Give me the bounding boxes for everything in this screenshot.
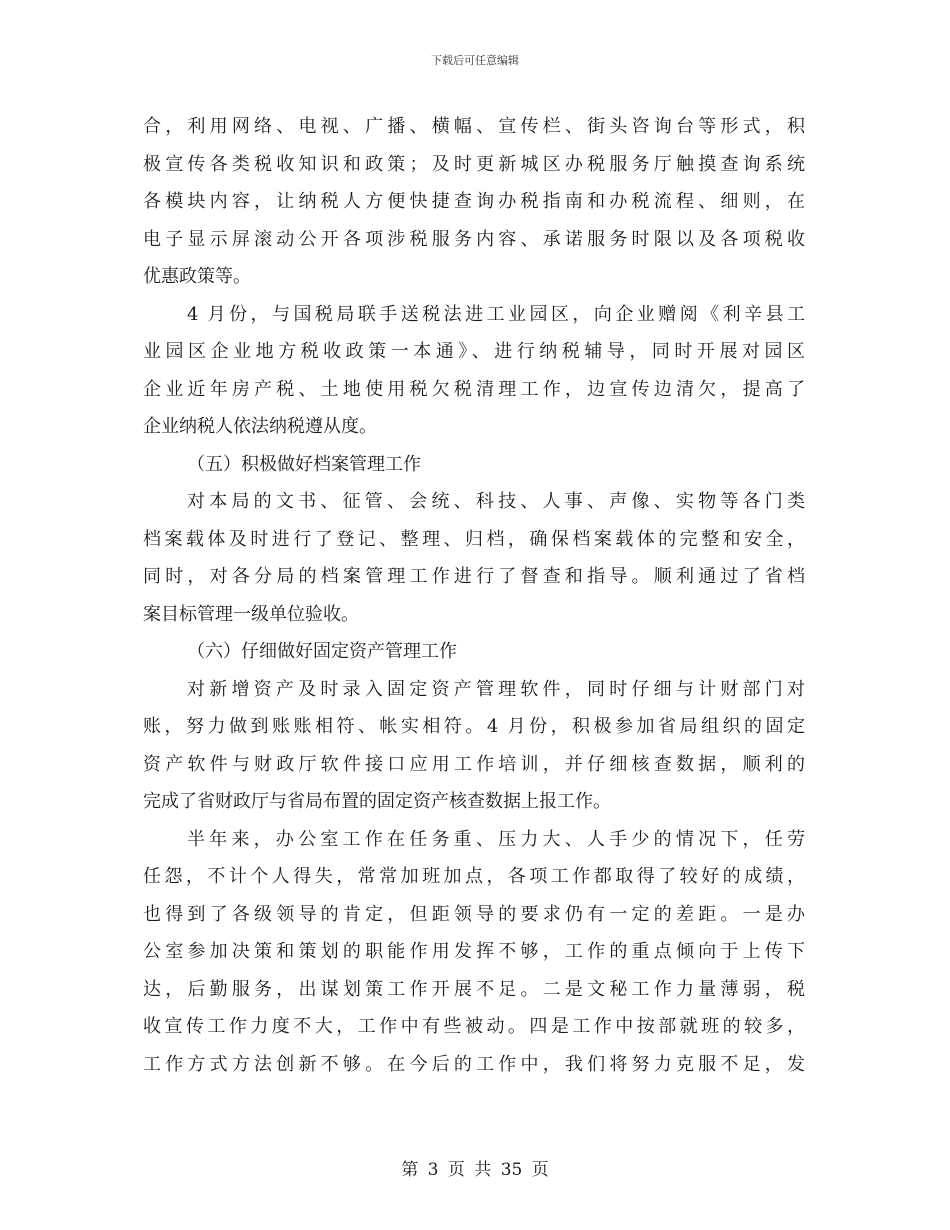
text-line: 案目标管理一级单位验收。 xyxy=(143,603,359,625)
text-line: 优惠政策等。 xyxy=(143,266,251,287)
text-line: 极宣传各类税收知识和政策；及时更新城区办税服务厅触摸查询系统 xyxy=(143,153,805,175)
text-line: 同时，对各分局的档案管理工作进行了督查和指导。顺利通过了省档 xyxy=(143,566,805,587)
text-line: 工作方式方法创新不够。在今后的工作中，我们将努力克服不足，发 xyxy=(143,1053,805,1075)
text-line: 电子显示屏滚动公开各项涉税服务内容、承诺服务时限以及各项税收 xyxy=(143,228,805,250)
text-line: 账，努力做到账账相符、帐实相符。4 月份，积极参加省局组织的固定 xyxy=(143,716,805,737)
text-line: 任怨，不计个人得失，常常加班加点，各项工作都取得了较好的成绩， xyxy=(143,866,805,887)
text-line: 达，后勤服务，出谋划策工作开展不足。二是文秘工作力量薄弱，税 xyxy=(143,978,805,1000)
paragraph xyxy=(143,671,805,821)
text-line: 档案载体及时进行了登记、整理、归档，确保档案载体的完整和安全， xyxy=(143,528,805,550)
paragraph xyxy=(143,821,805,1084)
text-line: 资产软件与财政厅软件接口应用工作培训，并仔细核查数据，顺利的 xyxy=(143,753,805,775)
text-line: 对本局的文书、征管、会统、科技、人事、声像、实物等各门类 xyxy=(187,491,805,512)
paragraph xyxy=(143,296,805,446)
section-heading: （六）仔细做好固定资产管理工作 xyxy=(187,641,457,662)
text-line: 也得到了各级领导的肯定，但距领导的要求仍有一定的差距。一是办 xyxy=(143,903,805,925)
text-line: 公室参加决策和策划的职能作用发挥不够，工作的重点倾向于上传下 xyxy=(143,941,805,962)
text-line: 对新增资产及时录入固定资产管理软件，同时仔细与计财部门对 xyxy=(187,678,805,700)
text-line: 收宣传工作力度不大，工作中有些被动。四是工作中按部就班的较多， xyxy=(143,1016,805,1037)
text-line: 企业纳税人依法纳税遵从度。 xyxy=(143,416,377,437)
paragraph xyxy=(143,483,805,633)
page-header: 下载后可任意编辑 xyxy=(431,54,519,67)
text-line: 各模块内容，让纳税人方便快捷查询办税指南和办税流程、细则，在 xyxy=(143,191,805,212)
paragraph xyxy=(143,108,805,296)
text-line: 企业近年房产税、土地使用税欠税清理工作，边宣传边清欠，提高了 xyxy=(143,378,805,400)
text-line: 4 月份，与国税局联手送税法进工业园区，向企业赠阅《利辛县工 xyxy=(187,303,805,325)
section-heading: （五）积极做好档案管理工作 xyxy=(187,453,421,475)
text-line: 业园区企业地方税收政策一本通》、进行纳税辅导，同时开展对园区 xyxy=(143,341,805,362)
document-body xyxy=(143,108,805,1083)
text-line: 完成了省财政厅与省局布置的固定资产核查数据上报工作。 xyxy=(143,791,611,812)
page-number-footer: 第 3 页 共 35 页 xyxy=(401,1160,549,1180)
text-line: 合，利用网络、电视、广播、横幅、宣传栏、街头咨询台等形式，积 xyxy=(143,116,805,137)
text-line: 半年来，办公室工作在任务重、压力大、人手少的情况下，任劳 xyxy=(187,828,805,850)
